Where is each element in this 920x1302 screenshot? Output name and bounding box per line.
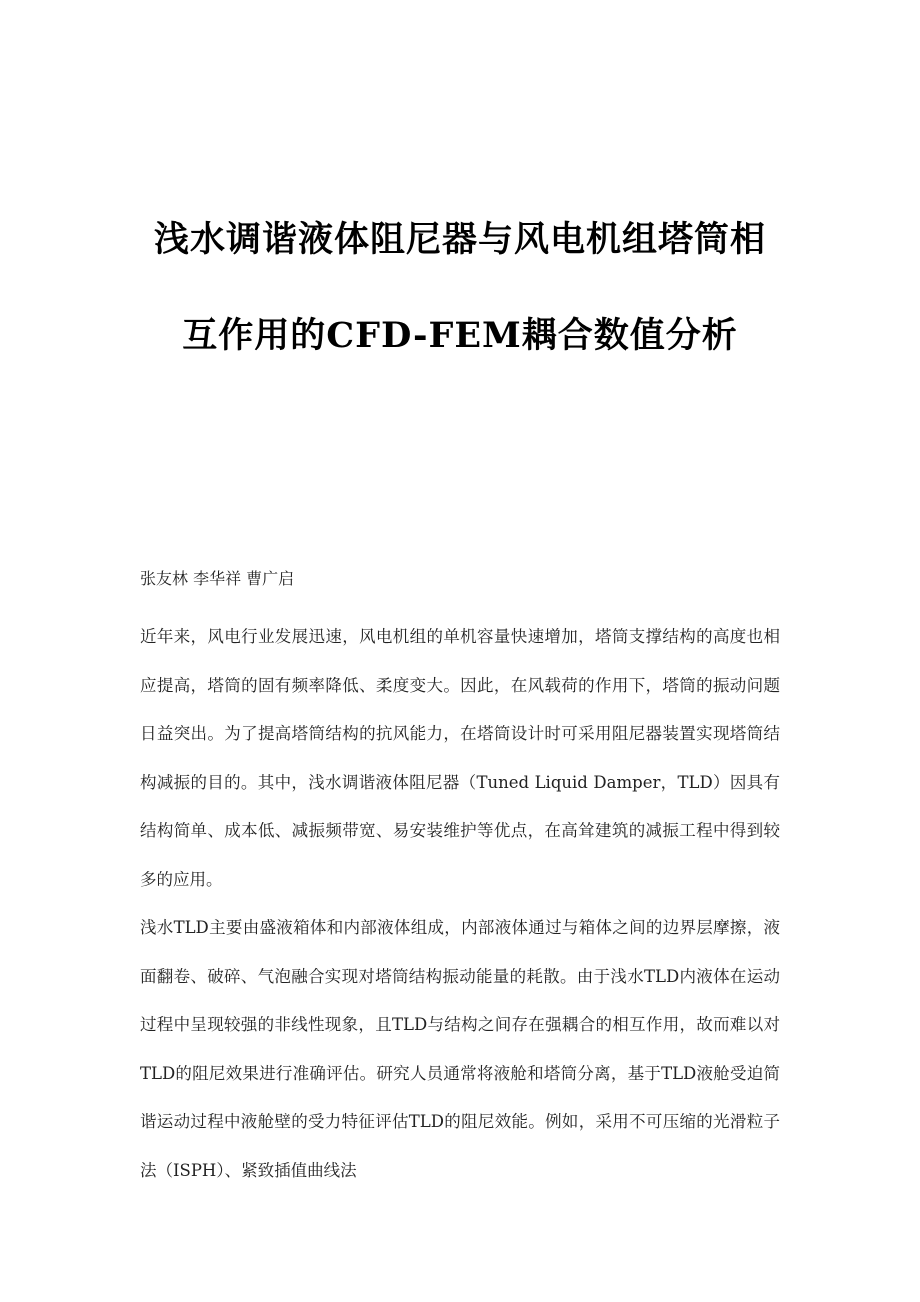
author-list: 张友林 李华祥 曹广启 <box>140 569 295 588</box>
document-title-line-2: 互作用的CFD-FEM耦合数值分析 <box>182 315 738 356</box>
document-title-line-1: 浅水调谐液体阻尼器与风电机组塔筒相 <box>153 219 766 260</box>
paragraph-tld-description: 浅水TLD主要由盛液箱体和内部液体组成，内部液体通过与箱体之间的边界层摩擦，液面翻卷、破碎、气泡融合实现对塔筒结构振动能量的耗散。由于浅水TLD内液体在运动过程中呈现较强的非线性现象，且TLD与结构之间存在强耦合的相互作用，故而难以对TLD的阻尼效果进行准确评估。研究人员通常将液舱和塔筒分离，基于TLD液舱受迫简谐运动过程中液舱壁的受力特征评估TLD的阻尼效能。例如，采用不可压缩的光滑粒子法（ISPH）、紧致插值曲线法 <box>140 918 780 1180</box>
paragraph-introduction: 近年来，风电行业发展迅速，风电机组的单机容量快速增加，塔筒支撑结构的高度也相应提高，塔筒的固有频率降低、柔度变大。因此，在风载荷的作用下，塔筒的振动问题日益突出。为了提高塔筒结构的抗风能力，在塔筒设计时可采用阻尼器装置实现塔筒结构减振的目的。其中，浅水调谐液体阻尼器（Tuned Liquid Damper，TLD）因具有结构简单、成本低、减振频带宽、易安装维护等优点，在高耸建筑的减振工程中得到较多的应用。 <box>140 627 780 889</box>
